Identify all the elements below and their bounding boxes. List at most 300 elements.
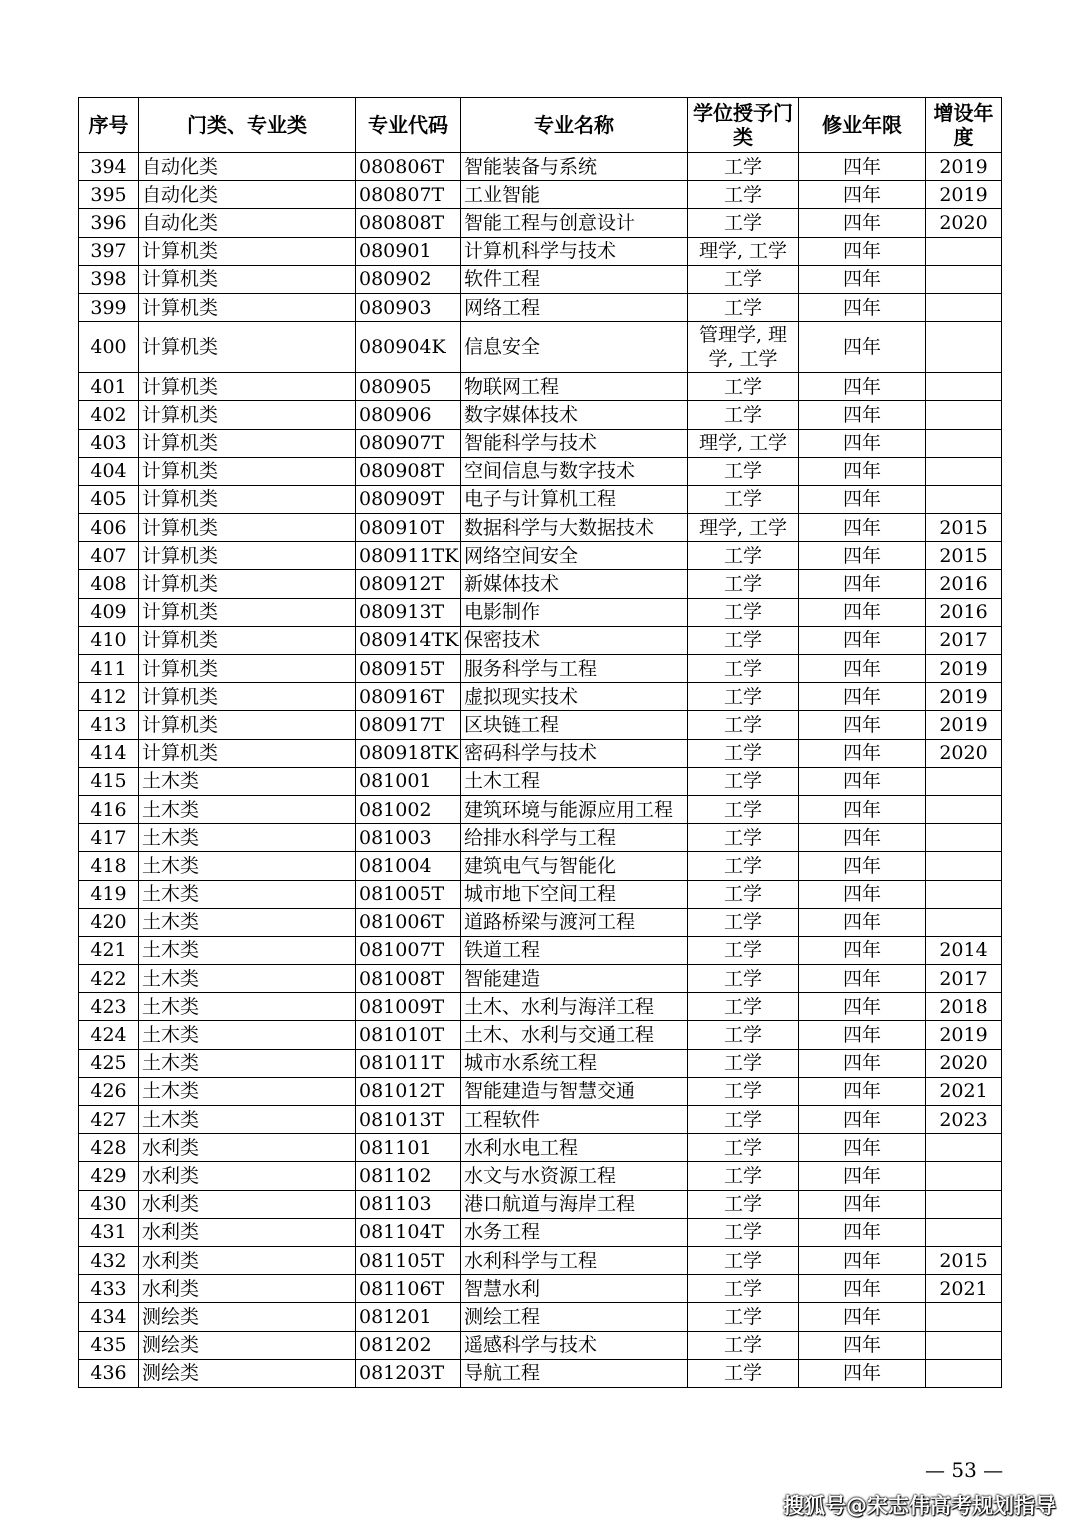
header-degree: 学位授予门类 <box>688 98 799 153</box>
cell-name: 水文与水资源工程 <box>461 1162 688 1190</box>
cell-code: 080808T <box>356 209 461 237</box>
table-row <box>79 1359 1002 1387</box>
cell-category: 自动化类 <box>139 209 356 237</box>
cell-degree: 工学 <box>688 739 799 767</box>
cell-code: 081101 <box>356 1134 461 1162</box>
table-row <box>79 852 1002 880</box>
table-row <box>79 965 1002 993</box>
cell-no: 397 <box>79 237 139 265</box>
cell-code: 080905 <box>356 373 461 401</box>
cell-no: 424 <box>79 1021 139 1049</box>
cell-years: 四年 <box>799 1303 926 1331</box>
cell-years: 四年 <box>799 1134 926 1162</box>
cell-degree: 工学 <box>688 401 799 429</box>
cell-degree: 工学 <box>688 457 799 485</box>
cell-no: 410 <box>79 626 139 654</box>
cell-added <box>926 824 1002 852</box>
cell-degree: 工学 <box>688 852 799 880</box>
cell-added: 2020 <box>926 739 1002 767</box>
cell-years: 四年 <box>799 1162 926 1190</box>
cell-no: 426 <box>79 1077 139 1105</box>
cell-category: 计算机类 <box>139 429 356 457</box>
cell-added: 2019 <box>926 153 1002 181</box>
cell-added: 2019 <box>926 1021 1002 1049</box>
cell-no: 428 <box>79 1134 139 1162</box>
cell-category: 计算机类 <box>139 683 356 711</box>
cell-added: 2021 <box>926 1275 1002 1303</box>
cell-added: 2021 <box>926 1077 1002 1105</box>
cell-no: 432 <box>79 1246 139 1274</box>
cell-no: 433 <box>79 1275 139 1303</box>
cell-no: 406 <box>79 514 139 542</box>
cell-degree: 工学 <box>688 683 799 711</box>
cell-name: 土木、水利与海洋工程 <box>461 993 688 1021</box>
cell-code: 080806T <box>356 153 461 181</box>
cell-no: 425 <box>79 1049 139 1077</box>
cell-name: 空间信息与数字技术 <box>461 457 688 485</box>
cell-no: 435 <box>79 1331 139 1359</box>
table-body <box>79 153 1002 1388</box>
cell-no: 394 <box>79 153 139 181</box>
cell-category: 计算机类 <box>139 626 356 654</box>
table-row <box>79 1190 1002 1218</box>
cell-degree: 工学 <box>688 626 799 654</box>
cell-code: 081105T <box>356 1246 461 1274</box>
cell-degree: 工学 <box>688 153 799 181</box>
cell-degree: 工学 <box>688 181 799 209</box>
cell-degree: 工学 <box>688 965 799 993</box>
cell-added <box>926 767 1002 795</box>
cell-code: 080915T <box>356 655 461 683</box>
cell-no: 405 <box>79 485 139 513</box>
cell-category: 土木类 <box>139 908 356 936</box>
cell-name: 智能科学与技术 <box>461 429 688 457</box>
cell-code: 080807T <box>356 181 461 209</box>
header-row <box>79 98 1002 153</box>
cell-years: 四年 <box>799 683 926 711</box>
cell-degree: 工学 <box>688 1331 799 1359</box>
header-category: 门类、专业类 <box>139 98 356 153</box>
cell-code: 081004 <box>356 852 461 880</box>
cell-code: 081103 <box>356 1190 461 1218</box>
cell-added <box>926 1190 1002 1218</box>
cell-name: 计算机科学与技术 <box>461 237 688 265</box>
table-row <box>79 293 1002 321</box>
cell-degree: 工学 <box>688 1275 799 1303</box>
table-row <box>79 993 1002 1021</box>
watermark: 搜狐号@宋志伟高考规划指导 <box>783 1494 1056 1518</box>
cell-years: 四年 <box>799 880 926 908</box>
cell-name: 测绘工程 <box>461 1303 688 1331</box>
cell-years: 四年 <box>799 767 926 795</box>
cell-code: 080908T <box>356 457 461 485</box>
cell-category: 自动化类 <box>139 153 356 181</box>
cell-name: 电子与计算机工程 <box>461 485 688 513</box>
cell-name: 软件工程 <box>461 265 688 293</box>
cell-added: 2015 <box>926 542 1002 570</box>
cell-degree: 理学, 工学 <box>688 237 799 265</box>
table-row <box>79 683 1002 711</box>
cell-name: 建筑环境与能源应用工程 <box>461 795 688 823</box>
cell-added <box>926 237 1002 265</box>
cell-no: 403 <box>79 429 139 457</box>
table-row <box>79 1303 1002 1331</box>
cell-category: 计算机类 <box>139 373 356 401</box>
table-header <box>79 98 1002 153</box>
cell-no: 407 <box>79 542 139 570</box>
cell-no: 429 <box>79 1162 139 1190</box>
cell-no: 423 <box>79 993 139 1021</box>
cell-degree: 工学 <box>688 485 799 513</box>
cell-name: 智慧水利 <box>461 1275 688 1303</box>
cell-category: 土木类 <box>139 1049 356 1077</box>
cell-years: 四年 <box>799 936 926 964</box>
cell-name: 网络工程 <box>461 293 688 321</box>
cell-code: 080917T <box>356 711 461 739</box>
cell-code: 080911TK <box>356 542 461 570</box>
cell-name: 导航工程 <box>461 1359 688 1387</box>
cell-category: 计算机类 <box>139 265 356 293</box>
cell-added: 2015 <box>926 514 1002 542</box>
cell-code: 081011T <box>356 1049 461 1077</box>
cell-added <box>926 1134 1002 1162</box>
cell-added <box>926 1162 1002 1190</box>
cell-category: 土木类 <box>139 1106 356 1134</box>
cell-no: 417 <box>79 824 139 852</box>
cell-category: 计算机类 <box>139 598 356 626</box>
cell-degree: 工学 <box>688 711 799 739</box>
cell-category: 计算机类 <box>139 655 356 683</box>
cell-added <box>926 401 1002 429</box>
cell-degree: 工学 <box>688 373 799 401</box>
table-row <box>79 1049 1002 1077</box>
cell-no: 413 <box>79 711 139 739</box>
cell-category: 计算机类 <box>139 711 356 739</box>
cell-name: 城市地下空间工程 <box>461 880 688 908</box>
cell-name: 土木、水利与交通工程 <box>461 1021 688 1049</box>
cell-category: 计算机类 <box>139 514 356 542</box>
cell-degree: 工学 <box>688 993 799 1021</box>
cell-years: 四年 <box>799 401 926 429</box>
cell-degree: 工学 <box>688 1049 799 1077</box>
cell-years: 四年 <box>799 908 926 936</box>
cell-years: 四年 <box>799 824 926 852</box>
table-row <box>79 1218 1002 1246</box>
cell-years: 四年 <box>799 322 926 373</box>
cell-name: 新媒体技术 <box>461 570 688 598</box>
cell-no: 421 <box>79 936 139 964</box>
table-row <box>79 485 1002 513</box>
header-added: 增设年度 <box>926 98 1002 153</box>
table-row <box>79 880 1002 908</box>
cell-category: 计算机类 <box>139 542 356 570</box>
cell-code: 081106T <box>356 1275 461 1303</box>
cell-degree: 理学, 工学 <box>688 429 799 457</box>
cell-no: 418 <box>79 852 139 880</box>
table-row <box>79 655 1002 683</box>
table-row <box>79 153 1002 181</box>
cell-no: 422 <box>79 965 139 993</box>
cell-years: 四年 <box>799 1021 926 1049</box>
table-row <box>79 1134 1002 1162</box>
cell-added: 2020 <box>926 1049 1002 1077</box>
cell-category: 计算机类 <box>139 322 356 373</box>
cell-no: 402 <box>79 401 139 429</box>
cell-years: 四年 <box>799 993 926 1021</box>
cell-code: 081201 <box>356 1303 461 1331</box>
cell-years: 四年 <box>799 373 926 401</box>
cell-name: 港口航道与海岸工程 <box>461 1190 688 1218</box>
cell-name: 道路桥梁与渡河工程 <box>461 908 688 936</box>
cell-added: 2023 <box>926 1106 1002 1134</box>
cell-years: 四年 <box>799 1077 926 1105</box>
cell-category: 计算机类 <box>139 739 356 767</box>
cell-name: 虚拟现实技术 <box>461 683 688 711</box>
cell-code: 080904K <box>356 322 461 373</box>
cell-years: 四年 <box>799 1218 926 1246</box>
cell-added <box>926 795 1002 823</box>
cell-name: 给排水科学与工程 <box>461 824 688 852</box>
cell-degree: 工学 <box>688 1106 799 1134</box>
cell-added <box>926 373 1002 401</box>
cell-name: 智能建造 <box>461 965 688 993</box>
cell-degree: 工学 <box>688 1218 799 1246</box>
cell-years: 四年 <box>799 457 926 485</box>
table-row <box>79 514 1002 542</box>
cell-code: 081002 <box>356 795 461 823</box>
cell-added: 2017 <box>926 626 1002 654</box>
cell-category: 土木类 <box>139 824 356 852</box>
cell-degree: 工学 <box>688 767 799 795</box>
cell-name: 城市水系统工程 <box>461 1049 688 1077</box>
cell-name: 建筑电气与智能化 <box>461 852 688 880</box>
table-row <box>79 711 1002 739</box>
cell-category: 土木类 <box>139 852 356 880</box>
cell-years: 四年 <box>799 153 926 181</box>
cell-years: 四年 <box>799 1106 926 1134</box>
table-row <box>79 739 1002 767</box>
cell-added: 2019 <box>926 181 1002 209</box>
cell-years: 四年 <box>799 485 926 513</box>
cell-no: 411 <box>79 655 139 683</box>
cell-years: 四年 <box>799 852 926 880</box>
table-row <box>79 237 1002 265</box>
cell-category: 土木类 <box>139 1021 356 1049</box>
cell-name: 智能建造与智慧交通 <box>461 1077 688 1105</box>
cell-category: 土木类 <box>139 965 356 993</box>
header-years: 修业年限 <box>799 98 926 153</box>
cell-no: 427 <box>79 1106 139 1134</box>
table-row <box>79 1331 1002 1359</box>
cell-years: 四年 <box>799 598 926 626</box>
cell-code: 080906 <box>356 401 461 429</box>
cell-degree: 工学 <box>688 936 799 964</box>
cell-added <box>926 1303 1002 1331</box>
cell-category: 自动化类 <box>139 181 356 209</box>
table-row <box>79 767 1002 795</box>
cell-no: 434 <box>79 1303 139 1331</box>
cell-degree: 工学 <box>688 1359 799 1387</box>
cell-code: 080909T <box>356 485 461 513</box>
cell-category: 土木类 <box>139 1077 356 1105</box>
cell-added: 2015 <box>926 1246 1002 1274</box>
cell-no: 436 <box>79 1359 139 1387</box>
cell-degree: 工学 <box>688 880 799 908</box>
table-row <box>79 1246 1002 1274</box>
cell-years: 四年 <box>799 965 926 993</box>
cell-name: 水务工程 <box>461 1218 688 1246</box>
cell-years: 四年 <box>799 570 926 598</box>
cell-name: 密码科学与技术 <box>461 739 688 767</box>
cell-added: 2014 <box>926 936 1002 964</box>
cell-name: 区块链工程 <box>461 711 688 739</box>
cell-years: 四年 <box>799 626 926 654</box>
cell-years: 四年 <box>799 265 926 293</box>
cell-name: 电影制作 <box>461 598 688 626</box>
table-row <box>79 824 1002 852</box>
table-row <box>79 626 1002 654</box>
cell-years: 四年 <box>799 429 926 457</box>
cell-years: 四年 <box>799 293 926 321</box>
table-row <box>79 181 1002 209</box>
cell-degree: 工学 <box>688 1021 799 1049</box>
cell-code: 081005T <box>356 880 461 908</box>
cell-code: 080903 <box>356 293 461 321</box>
cell-code: 081013T <box>356 1106 461 1134</box>
cell-years: 四年 <box>799 237 926 265</box>
cell-code: 081007T <box>356 936 461 964</box>
cell-years: 四年 <box>799 1275 926 1303</box>
cell-code: 081003 <box>356 824 461 852</box>
cell-added: 2019 <box>926 655 1002 683</box>
cell-category: 计算机类 <box>139 293 356 321</box>
cell-code: 081202 <box>356 1331 461 1359</box>
cell-category: 土木类 <box>139 767 356 795</box>
cell-code: 081012T <box>356 1077 461 1105</box>
cell-code: 080914TK <box>356 626 461 654</box>
cell-category: 土木类 <box>139 795 356 823</box>
cell-code: 081001 <box>356 767 461 795</box>
cell-no: 415 <box>79 767 139 795</box>
cell-category: 水利类 <box>139 1162 356 1190</box>
cell-name: 智能装备与系统 <box>461 153 688 181</box>
cell-no: 408 <box>79 570 139 598</box>
cell-no: 401 <box>79 373 139 401</box>
cell-category: 水利类 <box>139 1134 356 1162</box>
cell-name: 智能工程与创意设计 <box>461 209 688 237</box>
table-row <box>79 209 1002 237</box>
page-number: — 53 — <box>925 1458 1004 1482</box>
header-name: 专业名称 <box>461 98 688 153</box>
cell-degree: 管理学, 理学, 工学 <box>688 322 799 373</box>
cell-added <box>926 1359 1002 1387</box>
cell-added <box>926 1331 1002 1359</box>
cell-code: 081006T <box>356 908 461 936</box>
cell-category: 测绘类 <box>139 1303 356 1331</box>
cell-name: 保密技术 <box>461 626 688 654</box>
cell-name: 网络空间安全 <box>461 542 688 570</box>
cell-no: 404 <box>79 457 139 485</box>
cell-degree: 工学 <box>688 1077 799 1105</box>
cell-name: 水利水电工程 <box>461 1134 688 1162</box>
table-row <box>79 570 1002 598</box>
cell-added: 2016 <box>926 570 1002 598</box>
cell-name: 工业智能 <box>461 181 688 209</box>
cell-years: 四年 <box>799 1331 926 1359</box>
cell-degree: 工学 <box>688 1303 799 1331</box>
cell-added <box>926 485 1002 513</box>
cell-degree: 工学 <box>688 824 799 852</box>
cell-degree: 理学, 工学 <box>688 514 799 542</box>
table-row <box>79 373 1002 401</box>
table-row <box>79 322 1002 373</box>
cell-added <box>926 293 1002 321</box>
cell-code: 081009T <box>356 993 461 1021</box>
cell-added <box>926 322 1002 373</box>
table-row <box>79 457 1002 485</box>
cell-years: 四年 <box>799 1049 926 1077</box>
table-row <box>79 1077 1002 1105</box>
cell-no: 431 <box>79 1218 139 1246</box>
table-row <box>79 936 1002 964</box>
cell-category: 水利类 <box>139 1190 356 1218</box>
table-row <box>79 1021 1002 1049</box>
cell-added: 2019 <box>926 711 1002 739</box>
cell-degree: 工学 <box>688 598 799 626</box>
cell-code: 080916T <box>356 683 461 711</box>
cell-no: 420 <box>79 908 139 936</box>
table-row <box>79 795 1002 823</box>
cell-added: 2020 <box>926 209 1002 237</box>
cell-category: 测绘类 <box>139 1331 356 1359</box>
cell-category: 计算机类 <box>139 570 356 598</box>
cell-name: 数据科学与大数据技术 <box>461 514 688 542</box>
cell-no: 395 <box>79 181 139 209</box>
cell-added: 2018 <box>926 993 1002 1021</box>
table-row <box>79 401 1002 429</box>
cell-category: 水利类 <box>139 1218 356 1246</box>
cell-degree: 工学 <box>688 570 799 598</box>
table-row <box>79 265 1002 293</box>
cell-name: 遥感科学与技术 <box>461 1331 688 1359</box>
cell-years: 四年 <box>799 795 926 823</box>
cell-name: 数字媒体技术 <box>461 401 688 429</box>
cell-added <box>926 908 1002 936</box>
cell-name: 水利科学与工程 <box>461 1246 688 1274</box>
cell-no: 416 <box>79 795 139 823</box>
table-row <box>79 542 1002 570</box>
cell-code: 081102 <box>356 1162 461 1190</box>
cell-name: 信息安全 <box>461 322 688 373</box>
cell-degree: 工学 <box>688 655 799 683</box>
cell-no: 400 <box>79 322 139 373</box>
cell-no: 409 <box>79 598 139 626</box>
cell-code: 080902 <box>356 265 461 293</box>
cell-code: 080913T <box>356 598 461 626</box>
cell-degree: 工学 <box>688 265 799 293</box>
cell-added <box>926 880 1002 908</box>
cell-category: 水利类 <box>139 1275 356 1303</box>
cell-no: 396 <box>79 209 139 237</box>
cell-code: 081010T <box>356 1021 461 1049</box>
cell-degree: 工学 <box>688 293 799 321</box>
cell-years: 四年 <box>799 711 926 739</box>
cell-degree: 工学 <box>688 1190 799 1218</box>
cell-category: 计算机类 <box>139 401 356 429</box>
majors-table <box>78 97 1002 1388</box>
table-row <box>79 908 1002 936</box>
cell-added <box>926 852 1002 880</box>
